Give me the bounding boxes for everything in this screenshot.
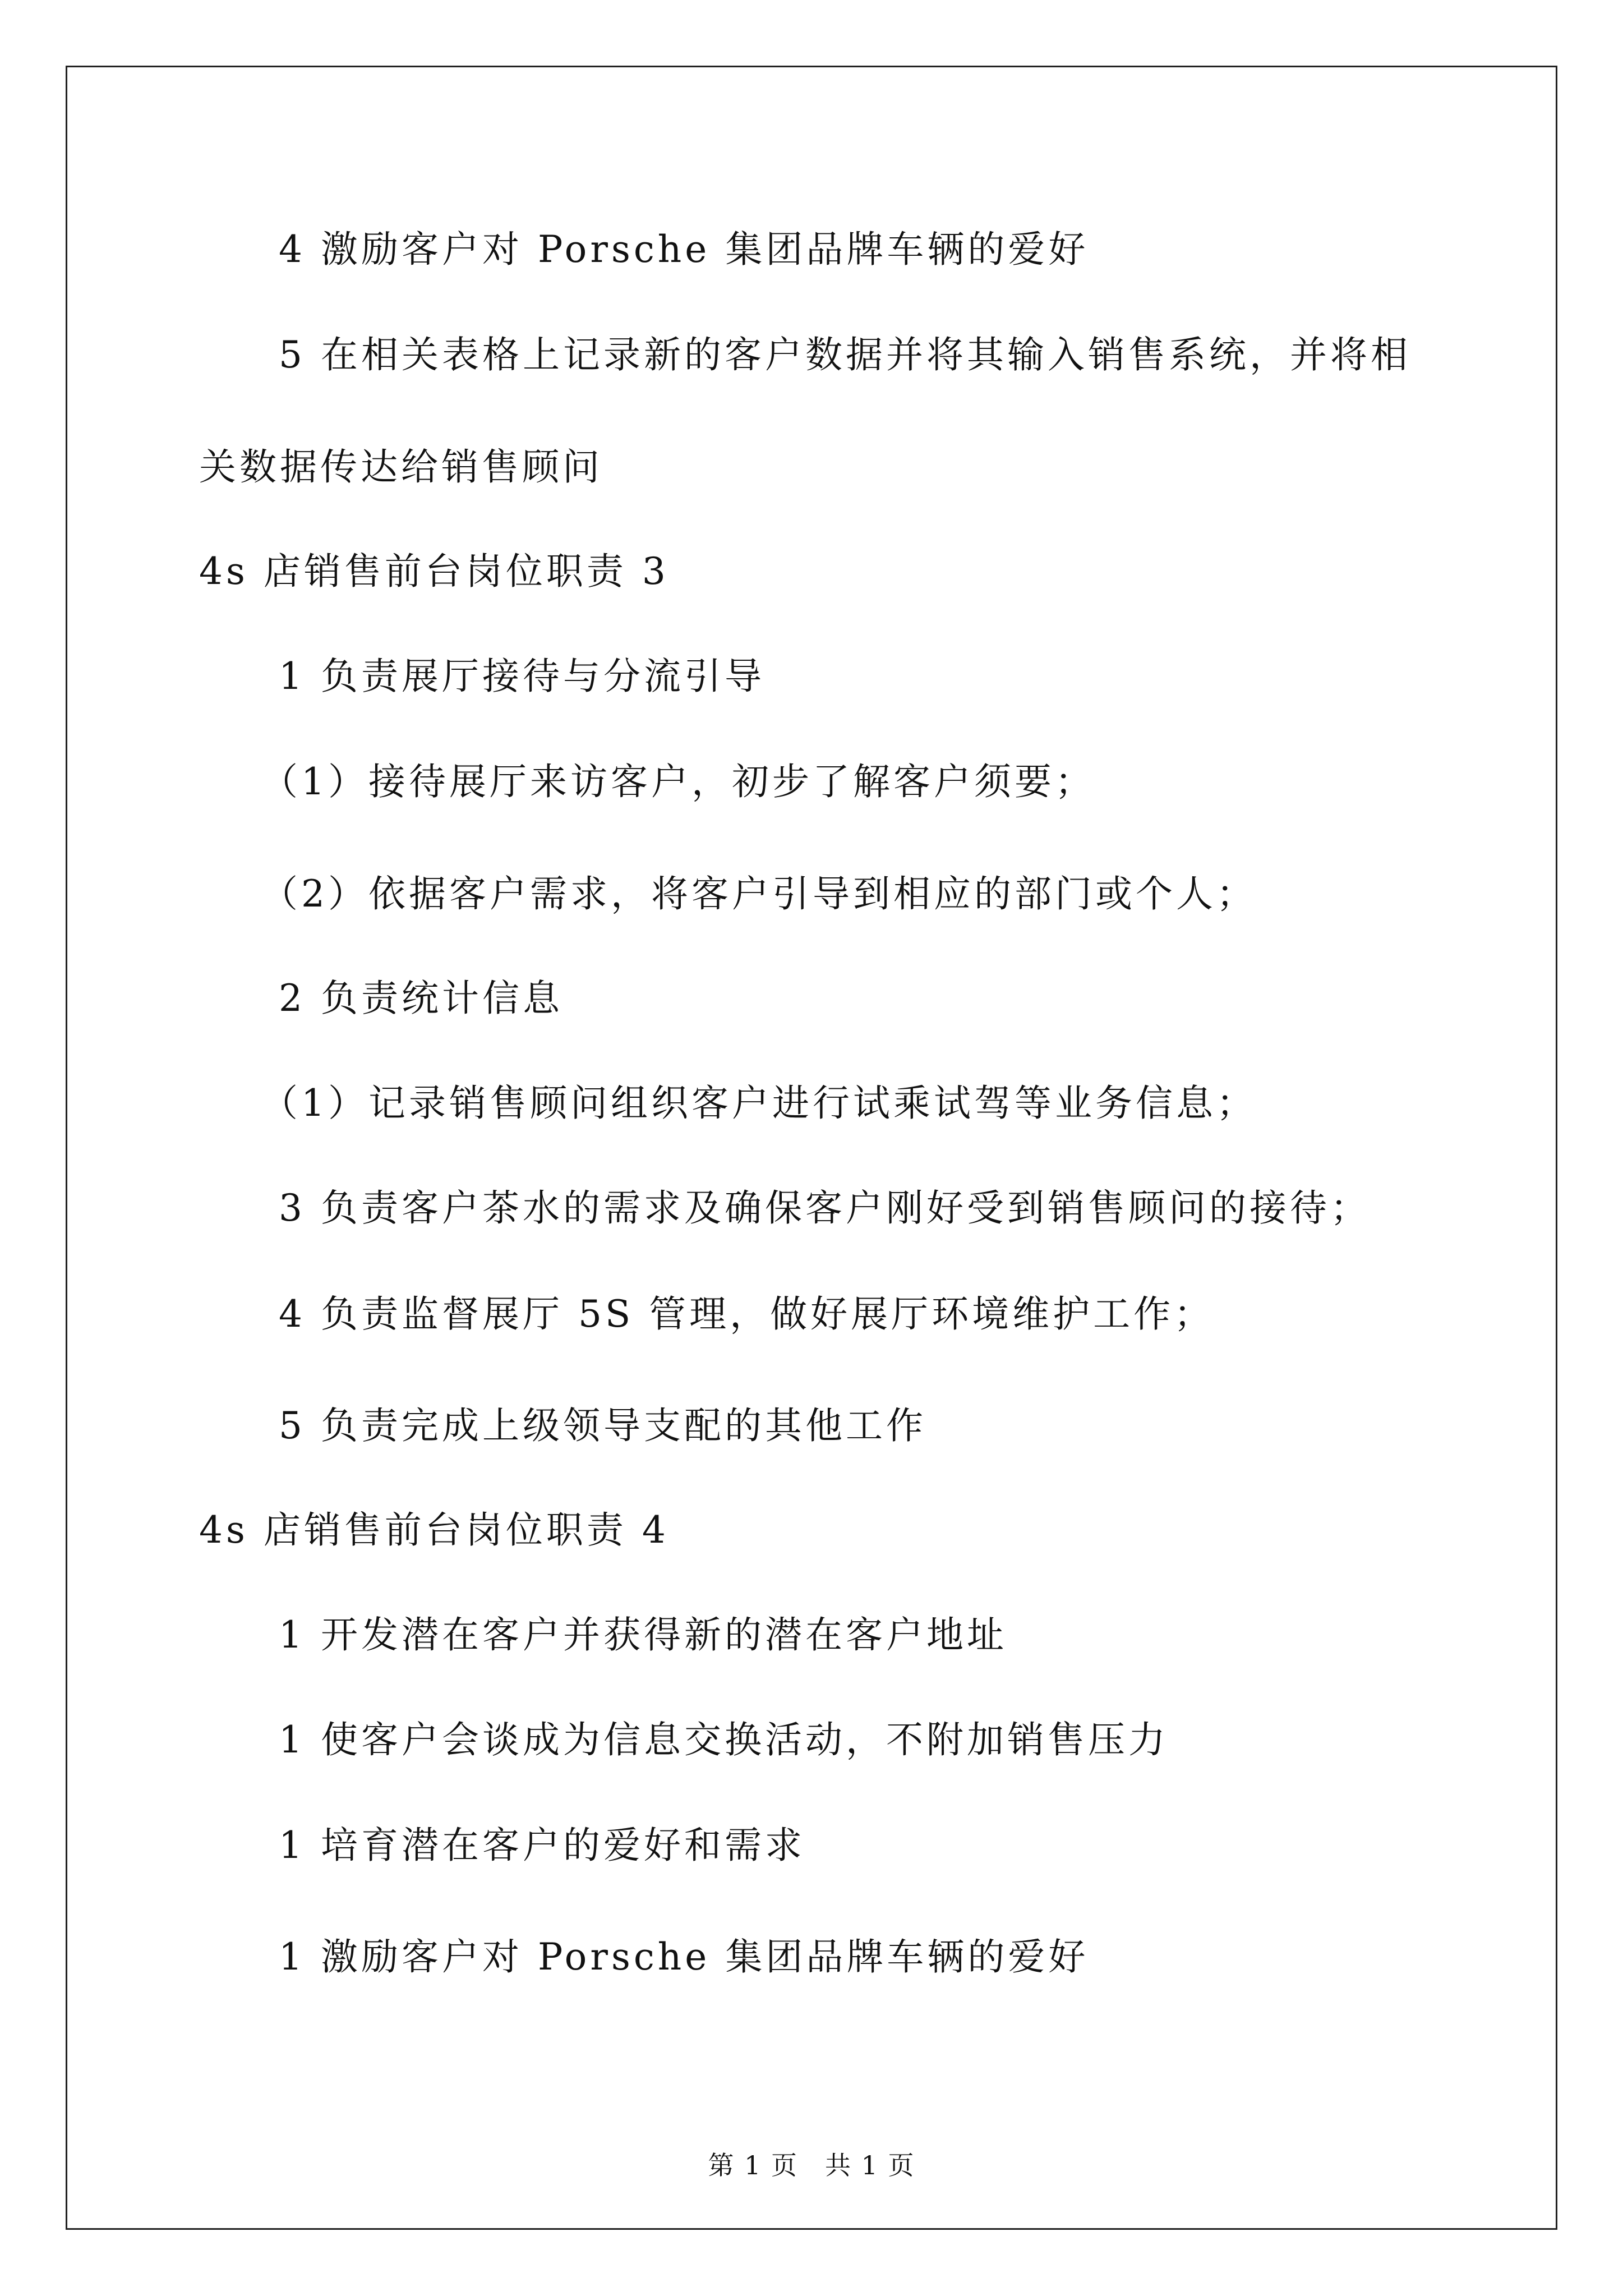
text-line-7: （2）依据客户需求，将客户引导到相应的部门或个人； — [261, 872, 1257, 915]
text-line-1: 4 激励客户对 Porsche 集团品牌车辆的爱好 — [279, 228, 1089, 271]
page-border — [66, 66, 1557, 2230]
text-line-11: 4 负责监督展厅 5S 管理，做好展厅环境维护工作； — [279, 1292, 1215, 1336]
text-line-17: 1 激励客户对 Porsche 集团品牌车辆的爱好 — [279, 1935, 1089, 1978]
text-line-5: 1 负责展厅接待与分流引导 — [279, 655, 765, 698]
page-number-footer: 第 1 页 共 1 页 — [708, 2150, 915, 2180]
text-line-6: （1）接待展厅来访客户，初步了解客户须要； — [261, 760, 1095, 803]
text-line-10: 3 负责客户茶水的需求及确保客户刚好受到销售顾问的接待； — [279, 1186, 1371, 1230]
text-line-3: 关数据传达给销售顾问 — [199, 445, 603, 489]
text-line-14: 1 开发潜在客户并获得新的潜在客户地址 — [279, 1613, 1007, 1657]
text-line-8: 2 负责统计信息 — [279, 977, 563, 1020]
text-line-9: （1）记录销售顾问组织客户进行试乘试驾等业务信息； — [261, 1082, 1257, 1125]
text-line-2: 5 在相关表格上记录新的客户数据并将其输入销售系统，并将相 — [279, 333, 1411, 376]
text-line-12: 5 负责完成上级领导支配的其他工作 — [279, 1404, 926, 1447]
text-line-15: 1 使客户会谈成为信息交换活动，不附加销售压力 — [279, 1718, 1169, 1761]
section-heading-4: 4s 店销售前台岗位职责 4 — [199, 1508, 669, 1552]
section-heading-3: 4s 店销售前台岗位职责 3 — [199, 550, 669, 593]
text-line-16: 1 培育潜在客户的爱好和需求 — [279, 1824, 805, 1867]
